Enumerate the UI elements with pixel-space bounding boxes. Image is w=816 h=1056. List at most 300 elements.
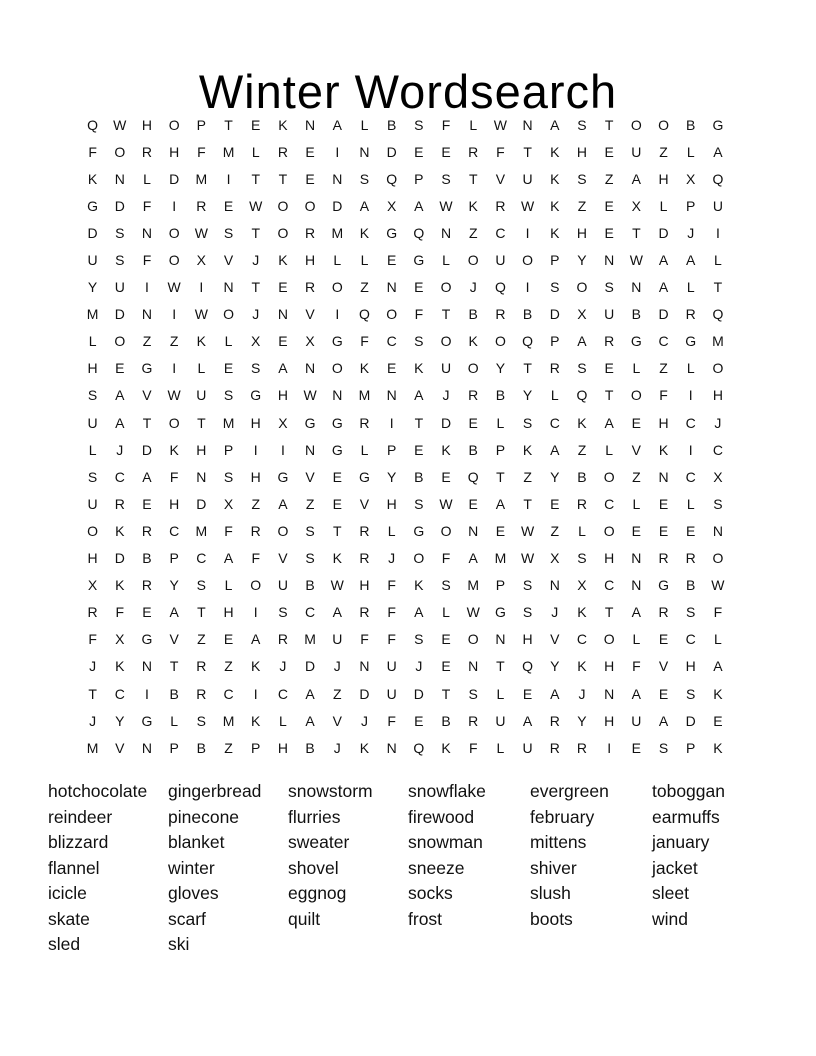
grid-letter: O xyxy=(413,550,425,567)
grid-letter: X xyxy=(278,414,288,431)
grid-letter: O xyxy=(603,468,615,485)
grid-letter: Z xyxy=(523,468,532,485)
grid-letter: E xyxy=(441,631,451,648)
grid-letter: H xyxy=(522,631,533,648)
grid-letter: H xyxy=(305,252,316,269)
grid-letter: I xyxy=(253,604,258,621)
grid-letter: N xyxy=(495,631,506,648)
grid-letter: W xyxy=(711,577,725,594)
grid-letter: G xyxy=(304,414,316,431)
word-list-item: scarf xyxy=(168,908,206,929)
grid-letter: N xyxy=(305,116,316,133)
grid-letter: T xyxy=(604,604,614,621)
grid-letter: E xyxy=(223,360,234,377)
grid-letter: C xyxy=(604,577,615,594)
grid-letter: I xyxy=(253,441,258,458)
grid-letter: H xyxy=(223,604,234,621)
grid-letter: Z xyxy=(632,468,641,485)
grid-letter: D xyxy=(196,495,207,512)
grid-letter: A xyxy=(169,604,179,621)
grid-letter: D xyxy=(440,414,452,431)
grid-letter: N xyxy=(277,306,288,323)
grid-letter: L xyxy=(632,631,641,648)
grid-letter: S xyxy=(251,360,261,377)
grid-letter: L xyxy=(197,360,206,377)
grid-letter: Q xyxy=(413,224,425,241)
word-list-item: snowman xyxy=(408,832,483,852)
grid-letter: A xyxy=(631,604,642,621)
grid-letter: F xyxy=(387,712,396,729)
grid-letter: N xyxy=(305,360,316,377)
grid-letter: E xyxy=(631,522,642,539)
grid-letter: U xyxy=(87,252,98,269)
word-list-item: toboggan xyxy=(652,781,725,801)
grid-letter: J xyxy=(714,414,722,431)
grid-letter: B xyxy=(142,550,152,567)
grid-letter: I xyxy=(199,279,204,296)
grid-letter: J xyxy=(116,441,124,458)
grid-letter: R xyxy=(141,577,153,594)
grid-letter: R xyxy=(658,550,669,567)
grid-letter: R xyxy=(468,143,479,160)
grid-letter: M xyxy=(195,170,208,187)
grid-letter: I xyxy=(145,279,149,296)
grid-letter: F xyxy=(142,252,152,269)
grid-letter: E xyxy=(604,197,614,214)
grid-letter: U xyxy=(495,252,506,269)
grid-letter: L xyxy=(170,712,179,729)
grid-letter: S xyxy=(577,360,587,377)
grid-letter: P xyxy=(386,441,397,458)
grid-letter: A xyxy=(251,631,261,648)
grid-letter: X xyxy=(87,577,98,594)
word-list-item: gingerbread xyxy=(168,781,262,801)
grid-letter: L xyxy=(442,252,450,269)
grid-letter: S xyxy=(441,170,451,187)
grid-letter: W xyxy=(520,197,535,214)
grid-letter: H xyxy=(576,143,588,160)
grid-letter: D xyxy=(386,143,397,160)
grid-letter: T xyxy=(251,224,260,241)
grid-letter: Z xyxy=(197,631,206,648)
grid-letter: S xyxy=(577,116,587,133)
grid-letter: U xyxy=(495,712,506,729)
grid-letter: W xyxy=(194,224,208,241)
grid-letter: K xyxy=(577,604,587,621)
grid-letter: Y xyxy=(550,468,560,485)
grid-letter: W xyxy=(249,197,263,214)
grid-letter: U xyxy=(522,739,533,756)
grid-letter: O xyxy=(87,522,99,539)
grid-letter: O xyxy=(658,116,669,133)
grid-letter: E xyxy=(441,658,451,675)
grid-letter: D xyxy=(549,306,560,323)
grid-letter: R xyxy=(196,685,207,702)
grid-letter: K xyxy=(278,252,288,269)
grid-letter: Z xyxy=(468,224,478,241)
grid-letter: O xyxy=(630,387,642,404)
grid-letter: S xyxy=(441,577,451,594)
grid-letter: Q xyxy=(359,306,370,323)
grid-letter: W xyxy=(520,550,535,567)
grid-letter: D xyxy=(305,658,316,675)
grid-letter: K xyxy=(468,197,478,214)
word-list-column xyxy=(652,779,772,958)
grid-letter: K xyxy=(441,441,451,458)
grid-letter: A xyxy=(658,712,669,729)
grid-letter: G xyxy=(331,333,343,350)
grid-letter: U xyxy=(332,631,343,648)
grid-letter: S xyxy=(686,685,696,702)
grid-letter: O xyxy=(331,360,343,377)
grid-letter: N xyxy=(468,658,479,675)
grid-letter: N xyxy=(141,739,153,756)
word-list-item: sled xyxy=(48,934,81,954)
grid-letter: L xyxy=(578,522,586,539)
grid-letter: F xyxy=(224,522,233,539)
grid-letter: E xyxy=(441,468,451,485)
grid-letter: U xyxy=(386,685,397,702)
grid-letter: S xyxy=(522,604,533,621)
grid-letter: N xyxy=(658,468,669,485)
word-list-item: wind xyxy=(652,908,688,929)
grid-letter: A xyxy=(550,441,560,458)
grid-letter: R xyxy=(196,658,207,675)
grid-letter: H xyxy=(277,739,288,756)
grid-letter: E xyxy=(223,631,234,648)
grid-letter: K xyxy=(359,739,370,756)
grid-letter: M xyxy=(358,387,371,404)
grid-letter: N xyxy=(712,522,723,539)
grid-letter: Z xyxy=(142,333,152,350)
grid-letter: E xyxy=(658,522,669,539)
grid-letter: O xyxy=(168,116,180,133)
grid-letter: A xyxy=(658,279,669,296)
grid-letter: E xyxy=(604,143,614,160)
grid-letter: O xyxy=(168,224,180,241)
grid-letter: Z xyxy=(604,170,614,187)
grid-letter: D xyxy=(685,712,696,729)
grid-letter: O xyxy=(522,252,534,269)
grid-letter: O xyxy=(277,522,289,539)
grid-letter: F xyxy=(387,577,396,594)
grid-letter: N xyxy=(522,116,533,133)
grid-letter: M xyxy=(222,143,235,160)
word-list-item: flurries xyxy=(288,806,341,827)
grid-letter: R xyxy=(359,604,370,621)
grid-letter: E xyxy=(631,414,642,431)
grid-letter: F xyxy=(387,631,396,648)
word-list-item: winter xyxy=(168,857,215,878)
grid-letter: T xyxy=(604,116,614,133)
grid-letter: T xyxy=(468,170,478,187)
grid-letter: E xyxy=(631,739,642,756)
grid-letter: U xyxy=(196,387,207,404)
grid-letter: C xyxy=(169,522,180,539)
grid-letter: H xyxy=(359,577,370,594)
grid-letter: L xyxy=(686,279,695,296)
grid-letter: O xyxy=(223,306,234,323)
grid-letter: K xyxy=(550,197,560,214)
grid-letter: N xyxy=(359,143,370,160)
grid-letter: A xyxy=(604,414,614,431)
grid-letter: U xyxy=(87,414,98,431)
grid-letter: E xyxy=(414,143,424,160)
word-list-item: sweater xyxy=(288,832,350,852)
grid-letter: W xyxy=(439,495,453,512)
grid-letter: H xyxy=(604,658,615,675)
grid-letter: I xyxy=(525,279,530,296)
grid-letter: E xyxy=(414,279,424,296)
grid-letter: E xyxy=(278,279,288,296)
grid-letter: S xyxy=(87,468,98,485)
grid-letter: Q xyxy=(87,116,99,133)
grid-letter: N xyxy=(359,658,370,675)
grid-letter: R xyxy=(549,712,560,729)
grid-letter: J xyxy=(89,712,97,729)
grid-letter: G xyxy=(413,252,425,269)
grid-letter: L xyxy=(224,577,233,594)
grid-letter: J xyxy=(578,685,586,702)
grid-letter: S xyxy=(223,387,234,404)
grid-letter: C xyxy=(305,604,316,621)
grid-letter: T xyxy=(523,143,532,160)
grid-letter: K xyxy=(441,739,451,756)
grid-letter: Y xyxy=(522,387,533,404)
grid-letter: U xyxy=(277,577,288,594)
grid-letter: R xyxy=(250,522,261,539)
grid-letter: R xyxy=(277,143,288,160)
grid-letter: Z xyxy=(577,197,587,214)
grid-letter: U xyxy=(631,712,642,729)
grid-letter: N xyxy=(141,306,153,323)
grid-letter: N xyxy=(468,522,479,539)
grid-letter: O xyxy=(440,279,452,296)
word-list-item: reindeer xyxy=(48,806,113,827)
grid-letter: A xyxy=(305,712,315,729)
grid-letter: A xyxy=(550,116,560,133)
grid-letter: Y xyxy=(169,577,179,594)
grid-letter: S xyxy=(604,279,614,296)
word-list-item: february xyxy=(530,806,595,827)
grid-letter: I xyxy=(607,739,612,756)
grid-letter: V xyxy=(169,631,179,648)
grid-letter: I xyxy=(715,224,720,241)
grid-letter: E xyxy=(223,197,234,214)
grid-letter: S xyxy=(87,387,98,404)
grid-letter: M xyxy=(222,414,235,431)
grid-letter: H xyxy=(685,658,696,675)
grid-letter: V xyxy=(223,252,234,269)
grid-letter: P xyxy=(550,333,560,350)
grid-letter: M xyxy=(712,333,724,350)
grid-letter: W xyxy=(466,604,480,621)
grid-letter: F xyxy=(713,604,723,621)
grid-letter: N xyxy=(631,577,642,594)
grid-letter: S xyxy=(522,414,533,431)
grid-letter: V xyxy=(115,739,125,756)
grid-letter: N xyxy=(386,739,397,756)
grid-letter: A xyxy=(495,495,506,512)
grid-letter: N xyxy=(386,387,397,404)
grid-letter: S xyxy=(414,495,424,512)
grid-letter: T xyxy=(523,495,532,512)
grid-letter: J xyxy=(252,252,260,269)
grid-letter: E xyxy=(386,360,397,377)
grid-letter: S xyxy=(577,550,587,567)
grid-letter: M xyxy=(195,522,208,539)
grid-letter: Z xyxy=(550,522,560,539)
grid-letter: X xyxy=(577,577,587,594)
grid-letter: Q xyxy=(413,739,425,756)
grid-letter: B xyxy=(686,577,696,594)
grid-letter: E xyxy=(414,712,424,729)
grid-letter: I xyxy=(226,170,231,187)
page-title: Winter Wordsearch xyxy=(198,65,618,119)
grid-letter: V xyxy=(278,550,288,567)
grid-letter: W xyxy=(167,387,181,404)
grid-letter: X xyxy=(686,170,696,187)
grid-letter: N xyxy=(141,658,153,675)
grid-letter: A xyxy=(278,360,288,377)
grid-letter: T xyxy=(197,604,206,621)
grid-letter: W xyxy=(303,387,317,404)
grid-letter: T xyxy=(197,414,206,431)
word-list-item: skate xyxy=(48,908,90,929)
grid-letter: S xyxy=(713,495,723,512)
grid-letter: B xyxy=(631,306,642,323)
word-list-item: boots xyxy=(530,908,573,929)
grid-letter: Q xyxy=(712,170,724,187)
grid-letter: W xyxy=(194,306,208,323)
grid-letter: O xyxy=(304,197,316,214)
grid-letter: Y xyxy=(550,658,560,675)
grid-letter: T xyxy=(251,170,260,187)
grid-letter: F xyxy=(387,604,396,621)
grid-letter: P xyxy=(495,577,506,594)
grid-letter: F xyxy=(632,658,641,675)
grid-letter: Y xyxy=(115,712,125,729)
grid-letter: E xyxy=(468,495,478,512)
grid-letter: R xyxy=(685,306,696,323)
grid-letter: I xyxy=(389,414,394,431)
grid-letter: K xyxy=(115,522,125,539)
grid-letter: A xyxy=(686,252,696,269)
grid-letter: V xyxy=(550,631,560,648)
grid-letter: O xyxy=(712,550,724,567)
grid-letter: J xyxy=(687,224,695,241)
grid-letter: C xyxy=(712,441,723,458)
grid-letter: D xyxy=(87,224,98,241)
grid-letter: Z xyxy=(305,495,315,512)
grid-letter: A xyxy=(631,685,642,702)
grid-letter: R xyxy=(604,333,615,350)
grid-letter: E xyxy=(305,170,315,187)
letter-grid xyxy=(79,111,732,761)
grid-letter: O xyxy=(114,333,126,350)
grid-letter: W xyxy=(113,116,127,133)
grid-letter: S xyxy=(359,170,370,187)
grid-letter: K xyxy=(414,360,424,377)
grid-letter: X xyxy=(713,468,723,485)
grid-letter: O xyxy=(603,522,615,539)
word-list-item: frost xyxy=(408,908,443,929)
grid-letter: X xyxy=(115,631,125,648)
grid-letter: V xyxy=(332,712,342,729)
grid-letter: E xyxy=(468,414,478,431)
grid-letter: J xyxy=(551,604,559,621)
grid-letter: Y xyxy=(495,360,506,377)
grid-letter: X xyxy=(386,197,397,214)
grid-letter: B xyxy=(468,441,478,458)
grid-letter: Y xyxy=(87,279,98,296)
grid-letter: T xyxy=(496,468,505,485)
grid-letter: J xyxy=(89,658,97,675)
grid-letter: O xyxy=(168,414,180,431)
grid-letter: K xyxy=(278,116,288,133)
grid-letter: E xyxy=(332,468,342,485)
grid-letter: E xyxy=(115,360,125,377)
grid-letter: O xyxy=(250,577,262,594)
word-list-item: firewood xyxy=(408,806,475,827)
grid-letter: S xyxy=(115,224,125,241)
grid-letter: L xyxy=(88,333,97,350)
grid-letter: L xyxy=(387,522,396,539)
grid-letter: P xyxy=(686,739,696,756)
grid-letter: W xyxy=(493,116,508,133)
word-list-item: quilt xyxy=(288,908,321,929)
grid-letter: M xyxy=(222,712,235,729)
grid-letter: G xyxy=(141,712,153,729)
grid-letter: T xyxy=(713,279,723,296)
grid-letter: H xyxy=(658,170,669,187)
grid-letter: W xyxy=(330,577,344,594)
grid-letter: R xyxy=(495,197,506,214)
grid-letter: G xyxy=(87,197,99,214)
grid-letter: E xyxy=(441,143,451,160)
grid-letter: X xyxy=(223,495,234,512)
grid-letter: G xyxy=(413,522,425,539)
grid-letter: O xyxy=(494,333,506,350)
grid-letter: D xyxy=(413,685,424,702)
grid-letter: F xyxy=(496,143,505,160)
grid-letter: E xyxy=(658,631,669,648)
grid-letter: Z xyxy=(659,143,668,160)
grid-letter: T xyxy=(441,685,451,702)
word-list-item: eggnog xyxy=(288,883,347,903)
grid-letter: C xyxy=(277,685,288,702)
grid-letter: L xyxy=(360,441,369,458)
word-list-item: flannel xyxy=(48,857,100,878)
word-list-item: jacket xyxy=(652,857,698,878)
grid-letter: E xyxy=(522,685,533,702)
grid-letter: S xyxy=(658,739,669,756)
grid-letter: T xyxy=(441,306,451,323)
grid-letter: U xyxy=(87,495,98,512)
grid-letter: L xyxy=(714,631,722,648)
word-list-column xyxy=(168,779,288,958)
grid-letter: U xyxy=(114,279,125,296)
grid-letter: H xyxy=(604,712,615,729)
grid-letter: K xyxy=(87,170,98,187)
grid-letter: D xyxy=(658,224,669,241)
grid-letter: G xyxy=(331,441,343,458)
grid-letter: V xyxy=(305,306,315,323)
grid-letter: Q xyxy=(386,170,398,187)
grid-letter: C xyxy=(576,631,588,648)
word-list-item: sleet xyxy=(652,883,689,903)
grid-letter: I xyxy=(172,306,177,323)
